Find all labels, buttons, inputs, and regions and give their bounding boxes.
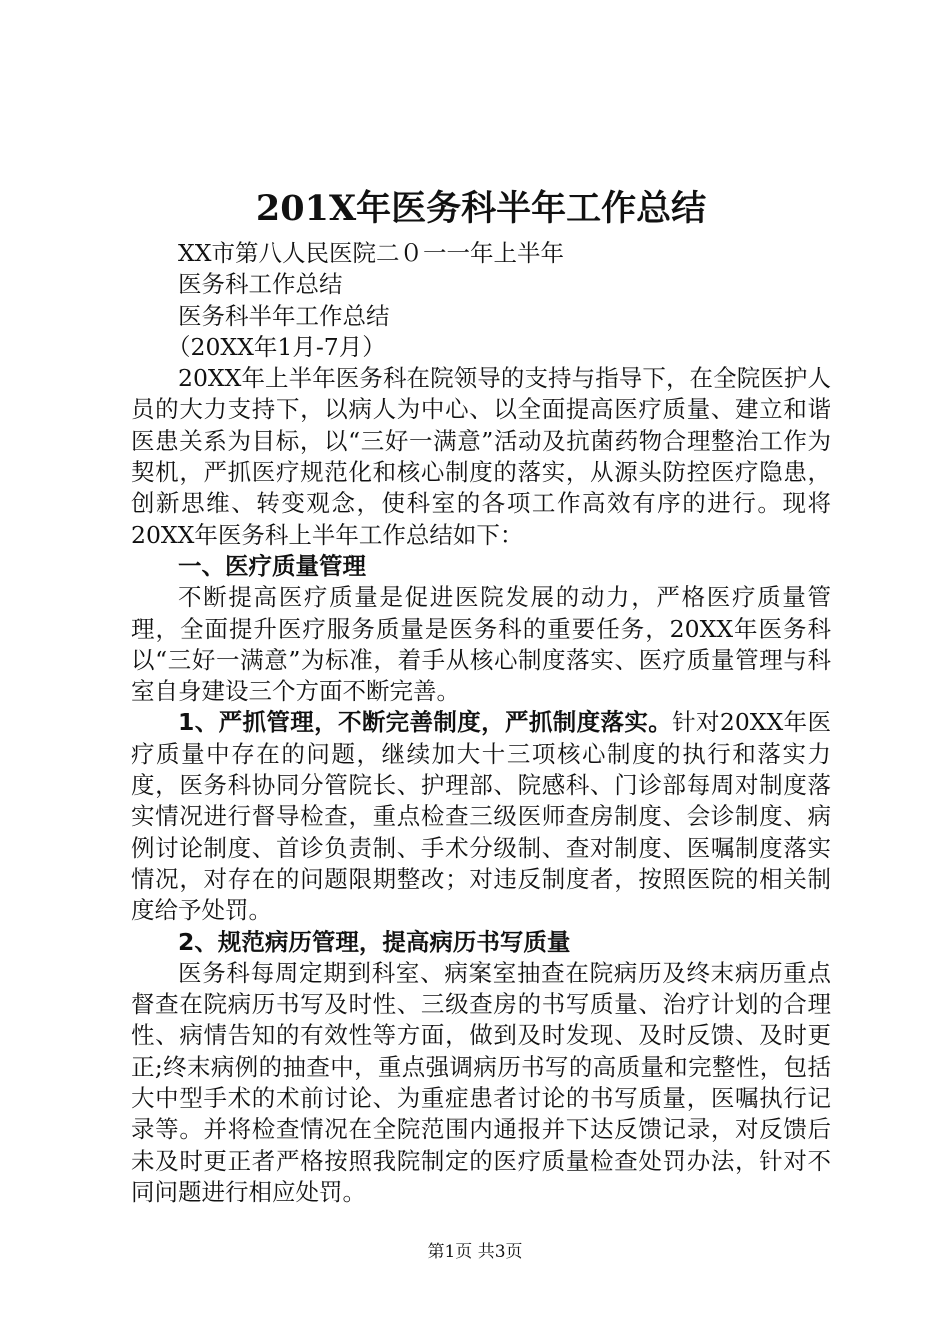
heading-quality-management: 一、医疗质量管理 xyxy=(178,551,366,580)
subheading-management: 1、严抓管理，不断完善制度，严抓制度落实。 xyxy=(178,708,673,737)
paragraph-management xyxy=(131,707,831,926)
paragraph-management-text: 针对20XX年医疗质量中存在的问题，继续加大十三项核心制度的执行和落实力度，医务科协同分管院长、护理部、院感科、门诊部每周对制度落实情况进行督导检查，重点检查三级医师查房制度、会诊制度、病例讨论制度、首诊负责制、手术分级制、查对制度、医嘱制度落实情况，对存在的问题限期整改；对违反制度者，按照医院的相关制度给予处罚。 xyxy=(131,708,831,925)
intro-line-hospital: XX市第八人民医院二０一一年上半年 xyxy=(178,239,564,267)
paragraph-quality: 不断提高医疗质量是促进医院发展的动力，严格医疗质量管理，全面提升医疗服务质量是医务科的重要任务，20XX年医务科以“三好一满意”为标准，着手从核心制度落实、医疗质量管理与科室自身建设三个方面不断完善。 xyxy=(131,583,831,706)
document-title: 201X年医务科半年工作总结 xyxy=(255,188,707,229)
intro-line-period: （20XX年1月-7月） xyxy=(167,332,386,361)
paragraph-intro: 20XX年上半年医务科在院领导的支持与指导下，在全院医护人员的大力支持下，以病人为中心、以全面提高医疗质量、建立和谐医患关系为目标，以“三好一满意”活动及抗菌药物合理整治工作为契机，严抓医疗规范化和核心制度的落实，从源头防控医疗隐患，创新思维、转变观念，使科室的各项工作高效有序的进行。现将20XX年医务科上半年工作总结如下： xyxy=(131,364,831,549)
intro-line-summary: 医务科半年工作总结 xyxy=(178,301,390,330)
intro-line-dept: 医务科工作总结 xyxy=(178,270,343,299)
page-footer: 第1页 共3页 xyxy=(427,1242,523,1262)
paragraph-medical-records: 医务科每周定期到科室、病案室抽查在院病历及终末病历重点督查在院病历书写及时性、三级查房的书写质量、治疗计划的合理性、病情告知的有效性等方面，做到及时发现、及时反馈、及时更正;终末病例的抽查中，重点强调病历书写的高质量和完整性，包括大中型手术的术前讨论、为重症患者讨论的书写质量，医嘱执行记录等。并将检查情况在全院范围内通报并下达反馈记录，对反馈后未及时更正者严格按照我院制定的医疗质量检查处罚办法，针对不同问题进行相应处罚。 xyxy=(131,958,831,1206)
subheading-medical-records: 2、规范病历管理，提高病历书写质量 xyxy=(178,927,571,956)
document-body xyxy=(131,238,831,1208)
